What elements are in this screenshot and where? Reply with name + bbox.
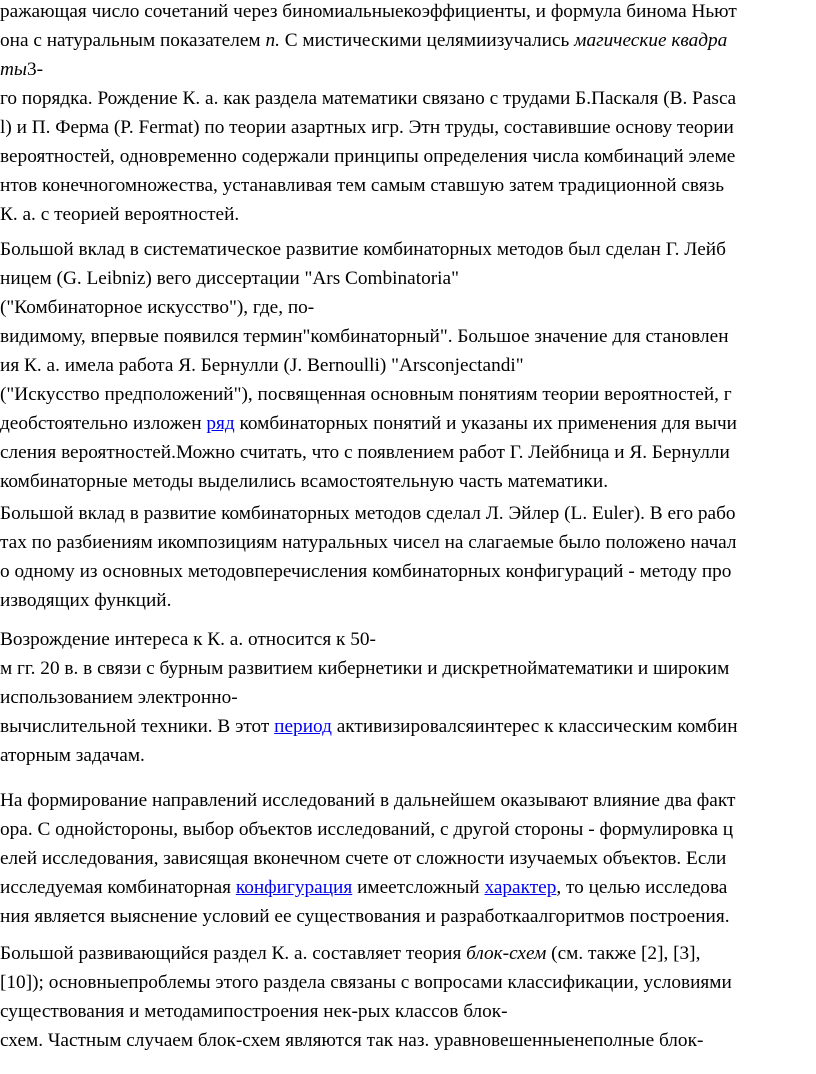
text-run: сления вероятностей.Можно считать, что с появлением работ Г. Лейбница и Я. Бернулли — [0, 442, 730, 463]
text-line — [0, 26, 816, 55]
text-line — [0, 683, 816, 712]
text-line — [0, 409, 816, 438]
inline-link[interactable]: ряд — [206, 413, 235, 434]
text-run: 3- — [26, 59, 44, 80]
text-run: активизировалсяинтерес к классическим комбин — [331, 716, 738, 737]
text-line — [0, 844, 816, 873]
text-run: схем. Частным случаем блок-схем являются так наз. уравновешенныенеполные блок- — [0, 1030, 704, 1051]
text-line — [0, 467, 816, 496]
text-run: На формирование направлений исследований в дальнейшем оказывают влияние два факт — [0, 790, 736, 811]
text-run: Большой развивающийся раздел К. а. составляет теория — [0, 943, 467, 964]
italic-term: магические квадра — [574, 30, 728, 51]
text-run: исследуемая комбинаторная — [0, 877, 236, 898]
text-run: изводящих функций. — [0, 590, 172, 611]
text-run: деобстоятельно изложен — [0, 413, 207, 434]
text-run: комбинаторных понятий и указаны их применения для вычи — [234, 413, 737, 434]
text-line — [0, 586, 816, 615]
text-run: ("Искусство предположений"), посвященная основным понятиям теории вероятностей, г — [0, 384, 732, 405]
paragraph — [0, 625, 816, 770]
text-line — [0, 625, 816, 654]
text-run: , то целью исследова — [556, 877, 728, 898]
text-line — [0, 200, 816, 229]
text-run: ния является выяснение условий ее существования и разработкаалгоритмов построения. — [0, 906, 730, 927]
text-run: тах по разбиениям икомпозициям натуральных чисел на слагаемые было положено начал — [0, 532, 737, 553]
text-run: ницем (G. Leibniz) вего диссертации "Ars Combinatoria" — [0, 268, 459, 289]
text-run: го порядка. Рождение К. а. как раздела математики связано с трудами Б.Паскаля (В. Pasca — [0, 88, 737, 109]
text-line — [0, 654, 816, 683]
text-line — [0, 0, 816, 26]
text-line — [0, 528, 816, 557]
text-run: вероятностей, одновременно содержали принципы определения числа комбинаций элеме — [0, 146, 736, 167]
text-run: Большой вклад в систематическое развитие комбинаторных методов был сделан Г. Лейб — [0, 239, 726, 260]
text-run: (см. также [2], [3], — [546, 943, 701, 964]
italic-term: блок-схем — [466, 943, 547, 964]
text-line — [0, 84, 816, 113]
text-line — [0, 438, 816, 467]
text-run: нтов конечногомножества, устанавливая тем самым ставшую затем традиционной связь — [0, 175, 725, 196]
text-run: елей исследования, зависящая вконечном счете от сложности изучаемых объектов. Если — [0, 848, 727, 869]
text-run: использованием электронно- — [0, 687, 238, 708]
text-line — [0, 939, 816, 968]
text-run: имеетсложный — [352, 877, 485, 898]
text-line — [0, 786, 816, 815]
text-line — [0, 741, 816, 770]
text-line — [0, 264, 816, 293]
text-run: l) и П. Ферма (P. Fermat) по теории азартных игр. Этн труды, составившие основу теории — [0, 117, 734, 138]
text-line — [0, 293, 816, 322]
text-run: С мистическими целямиизучались — [279, 30, 575, 51]
inline-link[interactable]: конфигурация — [235, 877, 353, 898]
text-run: ора. С однойстороны, выбор объектов исследований, с другой стороны - формулировка ц — [0, 819, 734, 840]
text-line — [0, 902, 816, 931]
text-run: м гг. 20 в. в связи с бурным развитием кибернетики и дискретнойматематики и широким — [0, 658, 730, 679]
text-run: Возрождение интереса к К. а. относится к 50- — [0, 629, 376, 650]
text-run: аторным задачам. — [0, 745, 145, 766]
paragraph — [0, 0, 816, 229]
text-line — [0, 55, 816, 84]
paragraph — [0, 939, 816, 1055]
text-line — [0, 322, 816, 351]
text-run: Большой вклад в развитие комбинаторных методов сделал Л. Эйлер (L. Euler). В его рабо — [0, 503, 736, 524]
text-line — [0, 171, 816, 200]
text-line — [0, 557, 816, 586]
text-line — [0, 380, 816, 409]
text-run: вычислительной техники. В этот — [0, 716, 275, 737]
text-line — [0, 712, 816, 741]
text-run: видимому, впервые появился термин"комбинаторный". Большое значение для становлен — [0, 326, 729, 347]
text-run: о одному из основных методовперечисления комбинаторных конфигураций - методу про — [0, 561, 732, 582]
text-line — [0, 351, 816, 380]
italic-term: n. — [265, 30, 280, 51]
text-line — [0, 997, 816, 1026]
inline-link[interactable]: период — [274, 716, 332, 737]
text-run: существования и методамипостроения нек-рых классов блок- — [0, 1001, 508, 1022]
text-line — [0, 873, 816, 902]
text-line — [0, 815, 816, 844]
text-run: К. а. с теорией вероятностей. — [0, 204, 240, 225]
text-line — [0, 1026, 816, 1055]
text-run: [10]); основныепроблемы этого раздела связаны с вопросами классификации, условиями — [0, 972, 732, 993]
paragraph — [0, 786, 816, 931]
text-line — [0, 968, 816, 997]
paragraph — [0, 499, 816, 615]
text-run: она с натуральным показателем — [0, 30, 266, 51]
paragraph — [0, 235, 816, 496]
text-run: ("Комбинаторное искусство"), где, по- — [0, 297, 315, 318]
inline-link[interactable]: характер — [484, 877, 557, 898]
text-run: ия К. а. имела работа Я. Бернулли (J. Bernoulli) "Arsconjectandi" — [0, 355, 524, 376]
text-run: ражающая число сочетаний через биномиальныекоэффициенты, и формула бинома Ньют — [0, 1, 737, 22]
italic-term: ты — [0, 59, 27, 80]
text-line — [0, 113, 816, 142]
text-line — [0, 499, 816, 528]
text-line — [0, 142, 816, 171]
text-run: комбинаторные методы выделились всамостоятельную часть математики. — [0, 471, 609, 492]
text-line — [0, 235, 816, 264]
